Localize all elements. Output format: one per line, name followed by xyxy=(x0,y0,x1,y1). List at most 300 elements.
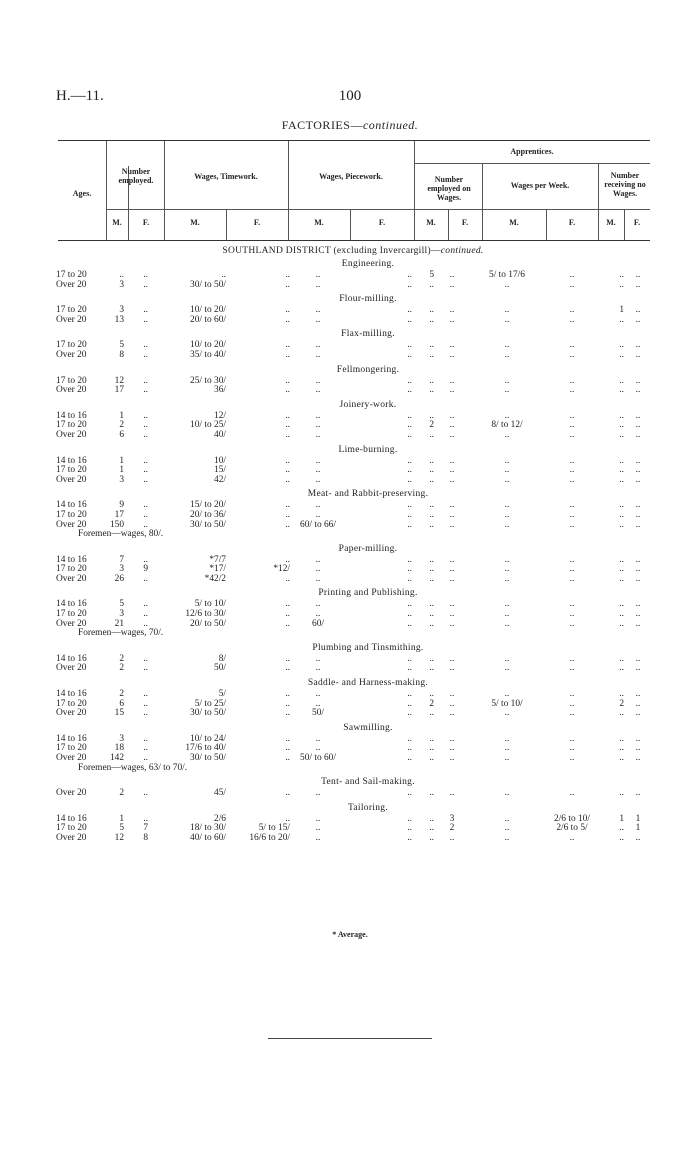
table-cell: .. xyxy=(429,618,434,629)
table-cell: .. xyxy=(504,410,510,421)
table-cell: .. xyxy=(429,832,434,843)
table-cell: 3 xyxy=(119,305,124,316)
table-cell: .. xyxy=(449,420,455,431)
table-cell: .. xyxy=(407,743,412,754)
age-cell: 14 to 16 xyxy=(56,733,87,744)
table-row xyxy=(56,789,650,799)
table-cell: .. xyxy=(449,708,455,719)
table-cell: .. xyxy=(429,564,434,575)
table-cell: .. xyxy=(635,832,641,843)
age-cell: 17 to 20 xyxy=(56,509,87,520)
table-cell: .. xyxy=(407,385,412,396)
table-cell: .. xyxy=(504,385,510,396)
table-cell: 15 xyxy=(114,708,124,719)
table-cell: .. xyxy=(407,375,412,386)
table-cell: .. xyxy=(635,314,641,325)
age-cell: 17 to 20 xyxy=(56,375,87,386)
table-cell: .. xyxy=(407,609,412,620)
table-cell: .. xyxy=(285,753,290,763)
table-cell: .. xyxy=(504,519,510,530)
table-cell: .. xyxy=(407,698,412,709)
table-cell: 2 xyxy=(429,698,434,709)
table-cell: .. xyxy=(449,270,455,280)
table-cell: .. xyxy=(619,270,624,280)
table-cell: 8 xyxy=(143,832,148,843)
table-cell: 5/ to 15/ xyxy=(258,823,290,834)
table-cell: .. xyxy=(143,305,148,316)
table-cell: .. xyxy=(635,410,641,421)
table-cell: .. xyxy=(635,753,641,763)
table-cell: .. xyxy=(407,305,412,316)
table-cell: .. xyxy=(619,474,624,485)
table-cell: .. xyxy=(449,340,455,351)
table-cell: .. xyxy=(143,653,148,664)
table-cell: .. xyxy=(315,349,321,360)
table-cell: .. xyxy=(449,279,455,290)
table-cell: 2/6 xyxy=(214,813,226,824)
table-cell: 17 xyxy=(114,385,124,396)
table-cell: .. xyxy=(635,429,641,440)
report-reference: H.—11. xyxy=(56,88,104,104)
table-cell: .. xyxy=(449,743,455,754)
table-row xyxy=(56,351,650,361)
table-cell: .. xyxy=(429,340,434,351)
table-cell: 1 xyxy=(119,813,124,824)
table-cell: .. xyxy=(285,410,290,421)
table-cell: .. xyxy=(407,474,412,485)
foremen-note: Foremen—wages, 80/. xyxy=(78,529,164,540)
age-cell: 14 to 16 xyxy=(56,653,87,664)
table-cell: 3 xyxy=(119,733,124,744)
table-cell: .. xyxy=(635,519,641,530)
table-cell: .. xyxy=(449,375,455,386)
table-cell: .. xyxy=(569,743,575,754)
table-cell: 15/ to 20/ xyxy=(190,500,226,511)
table-cell: .. xyxy=(569,599,575,610)
table-cell: .. xyxy=(315,823,321,834)
table-cell: .. xyxy=(619,349,624,360)
table-cell: .. xyxy=(285,813,290,824)
table-row xyxy=(56,834,650,844)
table-cell: .. xyxy=(569,554,575,565)
header-number-employed: Number employed. xyxy=(118,167,154,185)
age-cell: 17 to 20 xyxy=(56,420,87,431)
table-cell: .. xyxy=(635,733,641,744)
table-header xyxy=(58,140,650,241)
table-cell: .. xyxy=(635,554,641,565)
table-cell: 9 xyxy=(143,564,148,575)
age-cell: Over 20 xyxy=(56,832,87,843)
table-cell: .. xyxy=(449,500,455,511)
table-cell: 1 xyxy=(619,305,624,316)
table-cell: .. xyxy=(143,474,148,485)
table-cell: 12/ xyxy=(214,410,226,421)
table-cell: .. xyxy=(143,698,148,709)
table-cell: .. xyxy=(619,279,624,290)
table-cell: .. xyxy=(635,420,641,431)
table-cell: .. xyxy=(429,500,434,511)
table-cell: 30/ to 50/ xyxy=(190,753,226,763)
table-cell: .. xyxy=(143,279,148,290)
table-cell: .. xyxy=(619,689,624,700)
table-cell: .. xyxy=(407,429,412,440)
age-cell: 17 to 20 xyxy=(56,609,87,620)
table-cell: .. xyxy=(143,410,148,421)
table-cell: .. xyxy=(315,279,321,290)
table-cell: .. xyxy=(449,305,455,316)
table-cell: .. xyxy=(619,653,624,664)
table-cell: .. xyxy=(635,509,641,520)
table-cell: .. xyxy=(569,270,575,280)
table-cell: .. xyxy=(285,653,290,664)
table-cell: .. xyxy=(569,349,575,360)
table-cell: .. xyxy=(635,279,641,290)
table-cell: 8/ to 12/ xyxy=(491,420,523,431)
table-cell: .. xyxy=(619,375,624,386)
table-cell: 20/ to 60/ xyxy=(190,314,226,325)
table-cell: .. xyxy=(569,465,575,476)
table-cell: .. xyxy=(635,573,641,584)
table-cell: 10/ to 25/ xyxy=(190,420,226,431)
table-cell: .. xyxy=(619,599,624,610)
table-cell: .. xyxy=(429,743,434,754)
table-cell: .. xyxy=(635,340,641,351)
table-cell: .. xyxy=(635,708,641,719)
table-cell: 2 xyxy=(619,698,624,709)
table-cell: .. xyxy=(504,509,510,520)
header-piecework-m: M. xyxy=(314,218,324,227)
table-cell: 8 xyxy=(119,349,124,360)
table-cell: .. xyxy=(315,500,321,511)
table-cell: .. xyxy=(449,509,455,520)
table-cell: .. xyxy=(315,429,321,440)
table-cell: 6 xyxy=(119,429,124,440)
table-cell: .. xyxy=(429,663,434,674)
table-cell: .. xyxy=(504,340,510,351)
table-cell: 30/ to 50/ xyxy=(190,279,226,290)
table-cell: .. xyxy=(449,564,455,575)
table-cell: .. xyxy=(635,663,641,674)
table-cell: .. xyxy=(315,609,321,620)
header-timework-m: M. xyxy=(190,218,200,227)
header-apprentice-employed-m: M. xyxy=(426,218,436,227)
table-row xyxy=(56,476,650,486)
table-cell: .. xyxy=(285,733,290,744)
table-cell: .. xyxy=(504,609,510,620)
section-heading: Paper-milling. xyxy=(338,543,398,554)
table-cell: .. xyxy=(429,689,434,700)
table-cell: .. xyxy=(635,609,641,620)
table-cell: .. xyxy=(407,340,412,351)
table-cell: .. xyxy=(143,599,148,610)
table-cell: 5/ to 10/ xyxy=(491,698,523,709)
table-cell: 17/6 to 40/ xyxy=(185,743,226,754)
table-cell: 17 xyxy=(114,509,124,520)
table-cell: .. xyxy=(429,609,434,620)
table-cell: .. xyxy=(429,519,434,530)
table-cell: .. xyxy=(429,708,434,719)
table-cell: .. xyxy=(143,708,148,719)
table-cell: .. xyxy=(315,653,321,664)
age-cell: 17 to 20 xyxy=(56,270,87,280)
table-cell: .. xyxy=(569,698,575,709)
header-apprentice-wages-f: F. xyxy=(568,218,576,227)
table-cell: .. xyxy=(429,554,434,565)
table-cell: *12/ xyxy=(273,564,290,575)
table-cell: .. xyxy=(429,573,434,584)
table-cell: 1 xyxy=(119,455,124,466)
table-cell: .. xyxy=(429,375,434,386)
table-cell: .. xyxy=(635,385,641,396)
table-cell: .. xyxy=(429,385,434,396)
table-cell: .. xyxy=(315,813,321,824)
table-cell: .. xyxy=(285,519,290,530)
table-cell: .. xyxy=(407,455,412,466)
table-cell: .. xyxy=(504,733,510,744)
table-cell: *7/7 xyxy=(209,554,226,565)
table-cell: .. xyxy=(407,279,412,290)
table-cell: .. xyxy=(285,509,290,520)
table-cell: .. xyxy=(285,689,290,700)
table-cell: .. xyxy=(504,279,510,290)
table-cell: 1 xyxy=(635,823,641,834)
table-cell: 142 xyxy=(109,753,124,763)
section-heading: Lime-burning. xyxy=(338,444,398,455)
table-cell: 7 xyxy=(143,823,148,834)
table-cell: .. xyxy=(449,410,455,421)
table-cell: .. xyxy=(569,474,575,485)
age-cell: 17 to 20 xyxy=(56,465,87,476)
table-cell: .. xyxy=(285,474,290,485)
header-employed-m: M. xyxy=(112,218,122,227)
table-cell: .. xyxy=(285,305,290,316)
table-cell: .. xyxy=(429,509,434,520)
age-cell: Over 20 xyxy=(56,573,87,584)
table-cell: .. xyxy=(569,618,575,629)
section-heading: Printing and Publishing. xyxy=(318,588,418,599)
header-timework-f: F. xyxy=(253,218,261,227)
table-cell: .. xyxy=(285,455,290,466)
table-cell: .. xyxy=(635,455,641,466)
table-cell: .. xyxy=(143,429,148,440)
table-cell: .. xyxy=(449,554,455,565)
table-cell: .. xyxy=(315,832,321,843)
age-cell: 14 to 16 xyxy=(56,599,87,610)
table-cell: 45/ xyxy=(214,788,226,799)
table-cell: .. xyxy=(635,618,641,629)
table-cell: .. xyxy=(143,349,148,360)
table-cell: .. xyxy=(143,743,148,754)
table-cell: .. xyxy=(635,564,641,575)
table-cell: 5 xyxy=(119,340,124,351)
age-cell: Over 20 xyxy=(56,314,87,325)
table-cell: 6 xyxy=(119,698,124,709)
table-cell: .. xyxy=(569,340,575,351)
table-cell: .. xyxy=(569,609,575,620)
title-main: FACTORIES— xyxy=(281,118,363,132)
table-cell: 12/6 to 30/ xyxy=(185,609,226,620)
table-cell: .. xyxy=(285,663,290,674)
table-cell: 16/6 to 20/ xyxy=(249,832,290,843)
age-cell: 14 to 16 xyxy=(56,554,87,565)
table-cell: .. xyxy=(504,429,510,440)
table-cell: 40/ to 60/ xyxy=(190,832,226,843)
table-cell: .. xyxy=(429,653,434,664)
table-cell: .. xyxy=(569,573,575,584)
age-cell: 14 to 16 xyxy=(56,689,87,700)
age-cell: Over 20 xyxy=(56,385,87,396)
table-cell: 12 xyxy=(114,375,124,386)
table-cell: .. xyxy=(569,564,575,575)
table-cell: 9 xyxy=(119,500,124,511)
section-heading: Flax-milling. xyxy=(341,329,395,340)
table-cell: .. xyxy=(429,465,434,476)
page-title xyxy=(0,118,700,133)
header-no-wages-m: M. xyxy=(606,218,616,227)
table-cell: .. xyxy=(449,698,455,709)
table-cell: .. xyxy=(635,375,641,386)
header-no-wages-f: F. xyxy=(633,218,641,227)
table-cell: .. xyxy=(449,653,455,664)
header-wages-per-week: Wages per Week. xyxy=(510,181,570,190)
table-cell: .. xyxy=(143,465,148,476)
table-cell: .. xyxy=(429,788,434,799)
table-cell: .. xyxy=(143,573,148,584)
table-cell: 5 xyxy=(119,823,124,834)
table-cell: .. xyxy=(285,279,290,290)
header-wages-timework: Wages, Timework. xyxy=(194,172,258,181)
table-cell: .. xyxy=(315,698,321,709)
table-cell: .. xyxy=(407,420,412,431)
table-cell: 21 xyxy=(114,618,124,629)
table-cell: .. xyxy=(449,474,455,485)
table-cell: .. xyxy=(504,653,510,664)
table-cell: 1 xyxy=(119,410,124,421)
table-cell: 10/ to 24/ xyxy=(190,733,226,744)
age-cell: Over 20 xyxy=(56,519,87,530)
table-cell: .. xyxy=(619,455,624,466)
table-cell: .. xyxy=(407,599,412,610)
table-cell: 2/6 to 10/ xyxy=(554,813,590,824)
table-cell: 5 xyxy=(119,599,124,610)
age-cell: Over 20 xyxy=(56,663,87,674)
table-cell: 3 xyxy=(449,813,455,824)
table-cell: .. xyxy=(143,788,148,799)
table-cell: .. xyxy=(315,455,321,466)
table-cell: .. xyxy=(143,509,148,520)
table-cell: .. xyxy=(285,465,290,476)
table-cell: .. xyxy=(407,465,412,476)
table-cell: .. xyxy=(504,823,510,834)
table-cell: .. xyxy=(569,689,575,700)
header-number-employed-on-wages: Number employed on Wages. xyxy=(427,175,471,202)
table-cell: .. xyxy=(504,753,510,763)
table-cell: .. xyxy=(504,455,510,466)
table-cell: .. xyxy=(569,375,575,386)
table-cell: .. xyxy=(285,270,290,280)
age-cell: Over 20 xyxy=(56,349,87,360)
table-cell: 20/ to 36/ xyxy=(190,509,226,520)
table-cell: .. xyxy=(407,410,412,421)
table-cell: 42/ xyxy=(214,474,226,485)
section-heading: Plumbing and Tinsmithing. xyxy=(312,642,424,653)
table-cell: .. xyxy=(315,410,321,421)
table-cell: .. xyxy=(407,554,412,565)
table-cell: .. xyxy=(569,733,575,744)
table-cell: .. xyxy=(635,465,641,476)
table-row xyxy=(56,709,650,719)
table-cell: .. xyxy=(285,385,290,396)
table-cell: .. xyxy=(315,733,321,744)
age-cell: 17 to 20 xyxy=(56,340,87,351)
table-cell: .. xyxy=(569,519,575,530)
table-cell: .. xyxy=(569,429,575,440)
table-cell: .. xyxy=(619,832,624,843)
table-cell: .. xyxy=(449,455,455,466)
table-cell: .. xyxy=(315,689,321,700)
table-cell: .. xyxy=(315,509,321,520)
table-cell: .. xyxy=(504,564,510,575)
table-cell: .. xyxy=(429,279,434,290)
table-cell: .. xyxy=(504,305,510,316)
table-cell: .. xyxy=(143,618,148,629)
table-cell: 8/ xyxy=(218,653,226,664)
table-cell: .. xyxy=(285,788,290,799)
table-cell: .. xyxy=(407,573,412,584)
section-heading: Tailoring. xyxy=(347,802,389,813)
table-cell: .. xyxy=(619,708,624,719)
table-cell: .. xyxy=(315,420,321,431)
table-cell: 1 xyxy=(119,465,124,476)
table-cell: 5/ to 10/ xyxy=(194,599,226,610)
table-cell: 2/6 to 5/ xyxy=(556,823,588,834)
table-cell: 18 xyxy=(114,743,124,754)
table-cell: 3 xyxy=(119,609,124,620)
table-cell: 2 xyxy=(119,663,124,674)
table-cell: .. xyxy=(429,455,434,466)
table-cell: .. xyxy=(504,788,510,799)
table-cell: .. xyxy=(619,564,624,575)
table-cell: .. xyxy=(635,653,641,664)
table-cell: .. xyxy=(504,314,510,325)
age-cell: Over 20 xyxy=(56,753,87,763)
section-heading: Joinery-work. xyxy=(339,399,397,410)
table-cell: 50/ xyxy=(214,663,226,674)
table-cell: .. xyxy=(619,618,624,629)
table-cell: .. xyxy=(407,519,412,530)
table-cell: .. xyxy=(619,500,624,511)
table-cell: .. xyxy=(449,689,455,700)
table-cell: .. xyxy=(315,663,321,674)
table-cell: .. xyxy=(569,385,575,396)
table-cell: .. xyxy=(504,743,510,754)
table-cell: .. xyxy=(504,708,510,719)
age-cell: Over 20 xyxy=(56,618,87,629)
table-cell: .. xyxy=(449,618,455,629)
table-cell: .. xyxy=(285,618,290,629)
table-cell: 10/ to 20/ xyxy=(190,340,226,351)
table-cell: .. xyxy=(285,573,290,584)
table-cell: .. xyxy=(315,743,321,754)
district-continued: continued. xyxy=(440,246,484,256)
table-cell: .. xyxy=(429,474,434,485)
table-cell: .. xyxy=(407,663,412,674)
table-cell: .. xyxy=(449,314,455,325)
table-cell: .. xyxy=(619,743,624,754)
table-body xyxy=(56,244,650,847)
table-cell: .. xyxy=(569,314,575,325)
table-cell: .. xyxy=(635,698,641,709)
